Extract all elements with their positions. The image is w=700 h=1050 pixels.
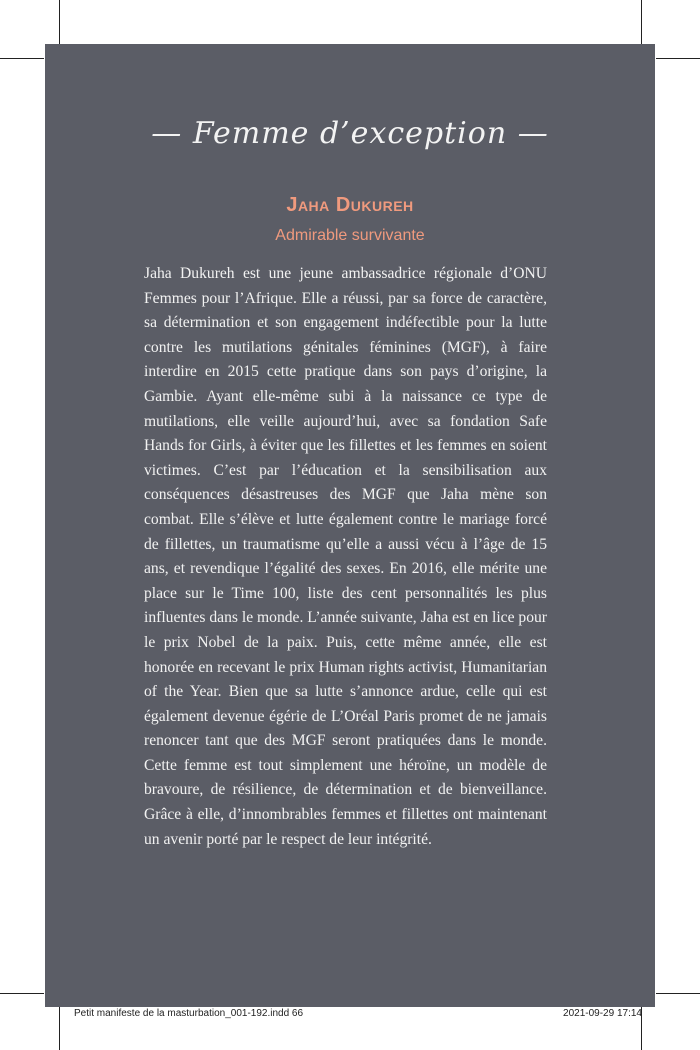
footer-date-time: 2021-09-29 17:14 bbox=[563, 1008, 642, 1019]
crop-mark bbox=[656, 58, 700, 59]
footer-file-info: Petit manifeste de la masturbation_001-192.indd 66 bbox=[74, 1008, 304, 1019]
crop-mark bbox=[0, 58, 44, 59]
profile-name: Jaha Dukureh bbox=[286, 194, 414, 216]
page-panel bbox=[45, 44, 655, 1007]
profile-subtitle: Admirable survivante bbox=[275, 227, 425, 244]
crop-mark bbox=[59, 0, 60, 44]
crop-mark bbox=[0, 993, 44, 994]
section-title: — Femme d’exception — bbox=[151, 116, 549, 151]
crop-mark bbox=[59, 1007, 60, 1050]
crop-mark bbox=[641, 0, 642, 44]
profile-body: Jaha Dukureh est une jeune ambassadrice régionale d’ONU Femmes pour l’Afrique. Elle a réussi, par sa force de caractère, sa détermination et son engagement indéfectible pour la lutte contre les mutilations génitales féminines (MGF), à faire interdire en 2015 cette pratique dans son pays d’origine, la Gambie. Ayant elle-même subi à la naissance ce type de mutilations, elle veille aujourd’hui, avec sa fondation Safe Hands for Girls, à éviter que les fillettes et les femmes en soient victimes. C’est par l’éducation et la sensibilisation aux conséquences désastreuses des MGF que Jaha mène son combat. Elle s’élève et lutte également contre le mariage forcé de fillettes, un traumatisme qu’elle a aussi vécu à l’âge de 15 ans, et revendique l’égalité des sexes. En 2016, elle mérite une place sur le Time 100, liste des cent personnalités les plus influentes dans le monde. L’année suivante, Jaha est en lice pour le prix Nobel de la paix. Puis, cette même année, elle est honorée en recevant le prix Human rights activist, Humanitarian of the Year. Bien que sa lutte s’annonce ardue, celle qui est également devenue égérie de L’Oréal Paris promet de ne jamais renoncer tant que des MGF seront pratiquées dans le monde. Cette femme est tout simplement une héroïne, un modèle de bravoure, de résilience, de détermination et de bienveillance. Grâce à elle, d’innombrables femmes et fillettes ont maintenant un avenir porté par le respect de leur intégrité. bbox=[144, 265, 548, 848]
crop-mark bbox=[656, 993, 700, 994]
